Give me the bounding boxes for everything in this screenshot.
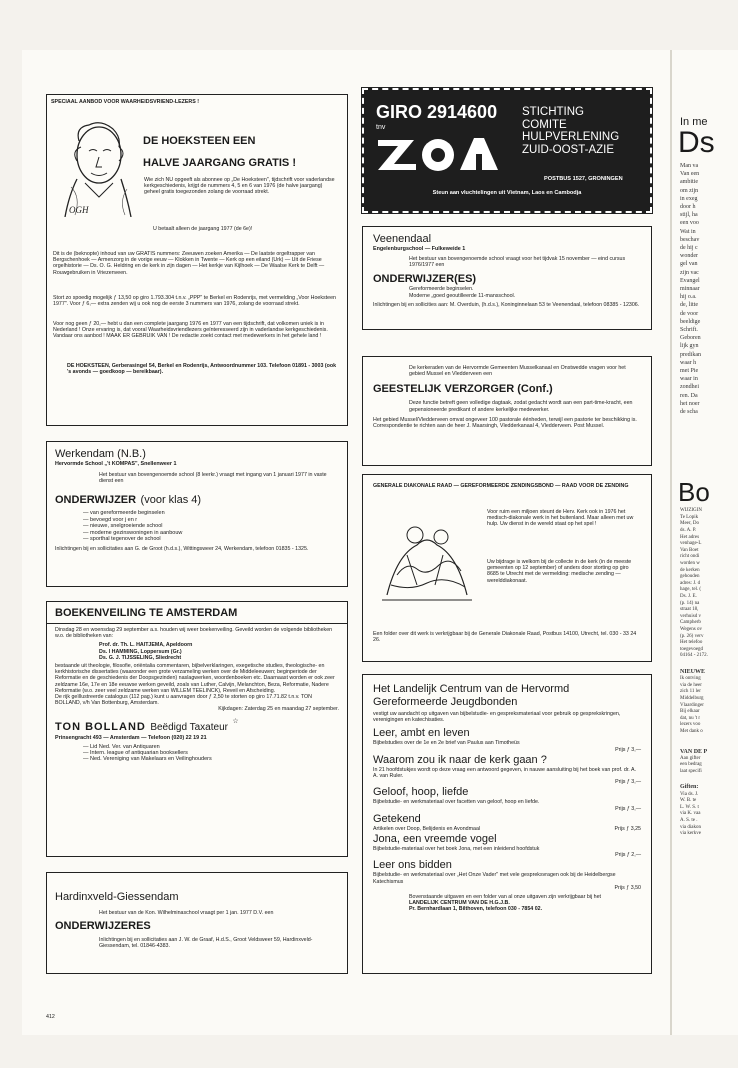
item-price: Prijs ƒ 3,—	[615, 779, 641, 786]
strip-line: beeldige	[680, 318, 701, 325]
hoeksteen-address: DE HOEKSTEEN, Gerberasingel 54, Berkel en Rodenrijs, Antwoordnummer 103. Telefoon 01891 - 3003 (ook 's avonds — goedkoop — bereikbaar).	[67, 363, 337, 376]
boekenveiling-body: bestaande uit theologie, filosofie, oriëntalia commentaren, bijbelverklaringen, exegetische studies, theologische- en kerkhistorische dissertaties (waaronder een grote verzameling werken over de Middeleeuwen; beginperiode der Reformatie en de geschiedenis der Doopsgezinden) naslagwerken, woordenboeken etc. Daarnaast worden er ook zeer zeldzame 16e, 17e en 18e eeuwse werken geveild, zoals van Luther, Calvijn, Melanchton, Beza, Reformatie, Nadere Reformatie (w.o. zeer veel zeldzame werken van WILLEM TEELINCK), Reveil en Afscheiding.	[55, 663, 335, 694]
strip-line: L. W. S. t	[680, 804, 699, 810]
boekenveiling-ad	[46, 601, 348, 857]
strip-line: adres: J. d	[680, 580, 701, 586]
zoa-giro: GIRO 2914600	[376, 102, 498, 122]
strip-line: 04164 - 2172.	[680, 653, 708, 659]
list-item: — sporthal tegenover de school	[83, 536, 161, 543]
strip-line: via K. vaa	[680, 811, 701, 817]
hoeksteen-order: Stort zo spoedig mogelijk ƒ 13,50 op giro 1.793.304 t.n.v. „PPP" te Berkel en Rodenrijs, met vermelding „Voor Hoeksteen 1977". Voor ƒ 6,— extra zenden wij u ook nog de eerste 3 nummers van 1976, zolang de voorraad strekt.	[53, 295, 336, 308]
strip-line: beschav	[680, 236, 700, 243]
strip-line: zondhei	[680, 384, 699, 391]
strip-line: Wegens ov	[680, 626, 702, 632]
list-item	[373, 833, 641, 858]
item-desc: Bijbelstudie-materiaal over het boek Jona, met een inleidend hoofdstuk	[373, 846, 540, 853]
hoeksteen-ad	[46, 94, 348, 426]
strip-line: de hij c	[680, 245, 698, 252]
zoa-tnv: tnv	[376, 124, 386, 131]
strip-line: Ik ontving	[680, 676, 701, 682]
strip-line: de voor	[680, 310, 699, 317]
zoa-line4: ZUID-OOST-AZIE	[522, 143, 614, 156]
list-item: — bevoegd voor j en r	[83, 516, 138, 523]
strip-line: in exeg	[680, 195, 698, 202]
strip-line: Met dank o	[680, 728, 703, 734]
strip-line: zijn vac	[680, 269, 699, 276]
strip-line: toegevoegd	[680, 646, 704, 652]
werkendam-school: Hervormde School „'t KOMPAS", Snellenweer 1	[55, 461, 177, 467]
hardinxveld-info: Inlichtingen bij en sollicitaties aan J. W. de Graaf, H.d.S., Groot Veldsweer 59, Hardinxveld-Giessendam, tel. 01846-4383.	[99, 937, 313, 950]
page-number: 412	[46, 1014, 55, 1020]
ton-bolland-address: Prinsengracht 493 — Amsterdam — Telefoon (020) 22 19 21	[55, 734, 207, 741]
strip-line: Meer, Do	[680, 521, 699, 527]
strip-line: (p. 14) na	[680, 600, 700, 606]
hardinxveld-job: ONDERWIJZERES	[55, 920, 151, 933]
list-item: — moderne gezinswoningen in aanbouw	[83, 529, 183, 536]
strip-line: dat, nu 't r	[680, 715, 701, 721]
strip-big: Ds	[678, 126, 715, 159]
strip-line: zich 11 ler	[680, 689, 701, 695]
strip-line: Bij elkaar	[680, 709, 700, 715]
zoa-line2: COMITE	[522, 118, 567, 131]
zoa-logo-icon	[376, 134, 504, 174]
centrum-intro: vestigt uw aandacht op uitgaven van bijbelstudie- en gespreksmateriaal voor gebruik op gesprekskringen, verenigingen en katechisaties.	[373, 711, 621, 724]
hoeksteen-order2: Voor nog geen ƒ 20,— hebt u dan een complete jaargang 1976 en 1977 van een tijdschrift, dat volkomen uniek is in Nederland ! Onze ervaring is, dat vooral Waarheidsvriendlezers geïnteresseerd zijn in vaderlandse kerkgeschiedenis. Vandaar ons aanbod ! MAAK ER GEBRUIK VAN ! De redactie zoekt contact met medewerkers in het gehele land !	[53, 321, 328, 340]
strip-line: gel van	[680, 261, 698, 268]
hoeksteen-heading-1: DE HOEKSTEEN EEN	[143, 135, 256, 147]
strip-line: via diakon	[680, 824, 701, 830]
strip-lines2	[680, 508, 738, 660]
veenendaal-school: Engelenburgschool — Fulkeweide 1	[373, 246, 466, 252]
strip-vande: VAN DE P	[680, 748, 708, 755]
strip-line: de scha	[680, 409, 698, 416]
zoa-line1: STICHTING	[522, 106, 584, 118]
list-item: — Intern. league of antiquarian booksellers	[83, 750, 188, 757]
strip-giften: Giften:	[680, 784, 699, 791]
strip-nieuwe: NIEUWE	[680, 668, 706, 675]
strip-line: wonder	[680, 253, 698, 260]
item-price: Prijs ƒ 3,25	[614, 825, 641, 832]
item-desc: Bijbelstudies over de 1e en 2e brief van Paulus aan Timotheüs	[373, 740, 520, 747]
centrum-outro: Bovenstaande uitgaven en een folder van al onze uitgaven zijn verkrijgbaar bij het	[409, 894, 601, 901]
strip-line: een voo	[680, 220, 699, 227]
strip-lines5	[680, 792, 738, 838]
strip-line: worden w	[680, 561, 700, 567]
list-item	[373, 727, 641, 752]
verzorger-job: GEESTELIJK VERZORGER (Conf.)	[373, 383, 553, 396]
strip-line: richt ondi	[680, 554, 700, 560]
portrait-illustration	[61, 117, 133, 217]
strip-line: de, litte	[680, 302, 698, 309]
centrum-ad	[362, 674, 652, 974]
strip-line: ren. Da	[680, 392, 698, 399]
diakonale-ad	[362, 474, 652, 662]
diakonale-title: GENERALE DIAKONALE RAAD — GEREFORMEERDE ZENDINGSBOND — RAAD VOOR DE ZENDING	[373, 483, 629, 489]
strip-line: laat specifi	[680, 768, 702, 774]
strip-line: A. S. te .	[680, 818, 698, 824]
strip-line: Campherb	[680, 620, 701, 626]
strip-line: gehouden	[680, 574, 700, 580]
strip-line: venhage-L	[680, 541, 702, 547]
list-item	[373, 813, 641, 832]
list-item: — Lid Ned. Ver. van Antiquaren	[83, 743, 160, 750]
werkendam-ad	[46, 441, 348, 587]
item-desc: Bijbelstudie- en werkmateriaal over facetten van geloof, hoop en liefde.	[373, 799, 540, 806]
werkendam-job-extra: (voor klas 4)	[140, 494, 202, 507]
strip-line: lezers voo	[680, 722, 701, 728]
list-item	[373, 859, 641, 891]
strip-line: met Pie	[680, 368, 699, 375]
veenendaal-line2: Moderne „goed geoutilleerde 11-mansschool.	[409, 292, 516, 299]
verzorger-text: Deze functie betreft geen volledige dagtaak, zodat gedacht wordt aan een part-time-kracht, een gepensioneerde predikant of andere kerkelijke medewerker.	[409, 400, 633, 413]
item-title: Leer ons bidden	[373, 859, 452, 872]
zoa-logo	[376, 134, 504, 174]
library-owner: Prof. dr. Th. L. HAITJEMA, Apeldoorn	[99, 642, 193, 649]
strip-line: waar h	[680, 359, 697, 366]
item-title: Getekend	[373, 812, 421, 825]
ad-top-label: SPECIAAL AANBOD VOOR WAARHEIDSVRIEND-LEZERS !	[51, 99, 200, 105]
verzorger-ad	[362, 356, 652, 466]
verzorger-intro: De kerkeraden van de Hervormde Gemeenten Musselkanaal en Onstwedde vragen voor het gebied Mussel en Vledderveen een	[409, 365, 626, 378]
strip-line: de kerken	[680, 567, 700, 573]
strip-line: Te Lopik	[680, 514, 699, 520]
strip-line: via de heer	[680, 682, 702, 688]
item-price: Prijs ƒ 3,—	[615, 746, 641, 753]
hoeksteen-intro2: U betaalt alleen de jaargang 1977 (de 6e)!	[153, 226, 253, 232]
veenendaal-place: Veenendaal	[373, 233, 432, 245]
strip-line: waar in	[680, 376, 698, 383]
strip-line: Evangel	[680, 277, 700, 284]
item-price: Prijs ƒ 2,—	[615, 852, 641, 859]
strip-line: Van een	[680, 171, 700, 178]
svg-text:OGH: OGH	[69, 205, 89, 215]
strip-line: stijl, ha	[680, 212, 698, 219]
diakonale-p1: Voor ruim een miljoen steunt de Herv. Kerk ook in 1976 het medisch-diakonale werk in het buitenland. Maar alleen met uw hulp. Uw dienst in de wereld staat op het spel !	[487, 509, 634, 528]
strip-line: Man va	[680, 163, 699, 169]
boekenveiling-intro: Dinsdag 28 en woensdag 29 september a.s. houden wij weer boekenveiling. Geveild worden de volgende bibliotheken w.o. de bibliotheken van:	[55, 627, 333, 640]
item-title: Geloof, hoop, liefde	[373, 786, 469, 799]
strip-line: Middelburg	[680, 695, 704, 701]
strip-line: om zijn	[680, 187, 699, 194]
item-price: Prijs ƒ 3,50	[614, 884, 641, 891]
verzorger-text2: Het gebied Mussel/Vledderveen omvat ongeveer 100 pastorale éénheden, terwijl een pastorie ter beschikking is. Correspondentie te richten aan de heer J. Maarsingh, Vledderkanaal 4, Vledderveen. Post Mussel.	[373, 416, 637, 430]
strip-line: straat 18,	[680, 607, 699, 613]
library-owner: Ds. G. J. TIJSSELING, Sliedrecht	[99, 654, 182, 661]
item-desc: In 21 hoofdstukjes wordt op deze vraag een antwoord gegeven, in nauwe aansluiting bij het boek van prof. dr. A. A. van Ruler.	[373, 766, 636, 780]
strip-line: Schrift.	[680, 327, 698, 334]
strip-lines3	[680, 676, 738, 735]
hardinxveld-place: Hardinxveld-Giessendam	[55, 891, 179, 903]
strip-line: verhuisd v	[680, 613, 701, 619]
centrum-outro3: Pr. Bernhardlaan 1, Bilthoven, telefoon 030 - 7854 02.	[409, 906, 543, 913]
werkendam-text: Het bestuur van bovengenoemde school (8 leerkr.) vraagt met ingang van 1 januari 1977 in vaste dienst een	[99, 472, 327, 485]
centrum-items	[373, 727, 641, 891]
list-item	[373, 754, 641, 786]
strip-line: hage, tel. (	[680, 587, 702, 593]
strip-line: Wat in	[680, 228, 696, 235]
werkendam-bullets	[55, 510, 339, 542]
strip-line: WIJZIGIN	[680, 508, 702, 514]
strip-line: (p. 26) verv	[680, 633, 704, 639]
strip-line: een bedrag	[680, 762, 702, 768]
strip-lines4	[680, 756, 738, 776]
diakonale-p3: Een folder over dit werk is verkrijgbaar bij de Generale Diakonale Raad, Postbus 14100, Utrecht, tel. 030 - 33 24 26.	[373, 631, 637, 644]
veenendaal-job: ONDERWIJZER(ES)	[373, 273, 477, 286]
hoeksteen-contents: Dit is de (beknopte) inhoud van uw GRATIS nummers: Zeeuwen zoeken Amerika — De laatste orgeltrapper van Bergschenhoek — Armenzorg in de vorige eeuw — Klokken in Twente — Kerk op een eiland (Urk) — Uit de Friese orgelhistorie — Ds. O. G. Heldring en de kerk in zijn dagen — Het kerkje van Kijlhoek — De Waalse Kerk te Delft —Rouwgebruiken in Vriezenveen.	[53, 251, 325, 276]
strip-line: predikan	[680, 351, 701, 358]
taxateur-label: Beëdigd Taxateur	[150, 721, 228, 733]
ton-bolland-brand: TON BOLLAND	[55, 720, 146, 733]
zoa-bottom: Steun aan vluchtelingen uit Vietnam, Laos en Cambodja	[432, 190, 582, 196]
strip-line: Geboren	[680, 335, 701, 342]
strip-line: minnaar	[680, 286, 700, 293]
strip-line: het noer	[680, 400, 700, 407]
item-title: Jona, een vreemde vogel	[373, 833, 497, 846]
strip-line: via kerkve	[680, 831, 701, 837]
hardinxveld-text: Het bestuur van de Kon. Wilhelminaschool vraagt per 1 jan. 1977 D.V. een	[99, 910, 274, 916]
strip-line: Het telefoo	[680, 640, 703, 646]
list-item	[373, 786, 641, 811]
star-icon: ☆	[232, 717, 239, 725]
list-item: — Ned. Vereniging van Makelaars en Veilinghouders	[83, 756, 212, 763]
strip-line: Het adres	[680, 534, 700, 540]
strip-line: Via ds. J.	[680, 791, 699, 797]
werkendam-place: Werkendam (N.B.)	[55, 448, 146, 460]
strip-line: door h	[680, 204, 696, 211]
strip-line: hij o.a.	[680, 294, 697, 301]
item-desc: Artikelen over Doop, Belijdenis en Avondmaal	[373, 825, 481, 832]
list-item: — van gereformeerde beginselen	[83, 510, 165, 517]
centrum-title: Het Landelijk Centrum van de Hervormd Gereformeerde Jeugdbonden	[373, 683, 570, 708]
item-desc: Bijbelstudie- en werkmateriaal over „Het Onze Vader" met vele gespreksvragen ook bij de Heidelbergse Katechismus	[373, 872, 616, 885]
werkendam-info: Inlichtingen bij en sollicitaties aan G. de Groot (h.d.s.), Wittingsweer 24, Werkendam, telefoon 01835 - 1325.	[55, 546, 309, 553]
adjacent-page-strip	[670, 50, 738, 1035]
library-owner: Ds. I HAMMING, Loppersum (Gr.)	[99, 648, 182, 655]
hardinxveld-ad	[46, 872, 348, 974]
diakonale-p2: Uw bijdrage is welkom bij de collecte in de kerk (in de meeste gemeenten op 12 september) of anders door storting op giro 8685 te Utrecht met de vermelding: medische zending — werelddiakonaat.	[487, 559, 632, 584]
centrum-outro2: LANDELIJK CENTRUM VAN DE H.G.J.B.	[409, 900, 510, 907]
strip-line: ds. A. P.	[680, 528, 697, 534]
strip-lines	[680, 162, 738, 416]
werkendam-job: ONDERWIJZER	[55, 494, 137, 507]
strip-head: In me	[680, 116, 708, 128]
hoeksteen-intro: Wie zich NU opgeeft als abonnee op „De Hoeksteen", tijdschrift voor vaderlandse kerkgeschiedenis, krijgt de nummers 4, 5 en 6 van 1976 (de halve jaargang) geheel gratis toegezonden zolang de voorraad strekt.	[144, 177, 335, 196]
diakonale-illustration	[377, 515, 477, 605]
boekenveiling-body2: De rijk geïllustreerde catalogus (112 pag.) kunt u aanvragen door ƒ 2,50 te storten op giro 17.71.82 t.n.v. TON BOLLAND, v/h Van Bottenburg, Amsterdam.	[55, 694, 312, 707]
item-title: Waarom zou ik naar de kerk gaan ?	[373, 753, 547, 766]
veenendaal-line1: Gereformeerde beginselen.	[409, 286, 474, 293]
strip-line: Van Boet	[680, 547, 699, 553]
item-title: Leer, ambt en leven	[373, 727, 470, 740]
veenendaal-info: Inlichtingen bij en sollicities aan: M. Overduin, (h.d.s.), Koninginnelaan 53 te Veenendaal, telefoon 08385 - 12306.	[373, 301, 640, 308]
portrait-icon	[61, 117, 133, 217]
strip-line: Ds. J. E.	[680, 594, 697, 600]
strip-line: Aan gifter	[680, 755, 701, 761]
zoa-postbus: POSTBUS 1527, GRONINGEN	[544, 176, 623, 182]
hoeksteen-heading-2: HALVE JAARGANG GRATIS !	[143, 157, 296, 169]
boekenveiling-title: BOEKENVEILING TE AMSTERDAM	[47, 607, 347, 624]
strip-line: ambitie	[680, 179, 698, 186]
figures-drawing-icon	[377, 515, 477, 605]
veenendaal-text: Het bestuur van bovengenoemde school vraagt voor het tijdvak 15 november — eind cursus 1976/1977 een	[409, 256, 626, 269]
list-item: — nieuwe, snelgroeiende school	[83, 523, 163, 530]
strip-big2: Bo	[678, 477, 710, 508]
zoa-line3: HULPVERLENING	[522, 131, 620, 143]
strip-line: lijk gyn	[680, 343, 699, 350]
strip-line: W. B. te	[680, 798, 697, 804]
boekenveiling-kijkdagen: Kijkdagen: Zaterdag 25 en maandag 27 september.	[218, 706, 339, 713]
zoa-ad	[362, 88, 652, 213]
strip-line: Vlaardinger	[680, 702, 704, 708]
veenendaal-ad	[362, 226, 652, 330]
item-price: Prijs ƒ 3,—	[615, 805, 641, 812]
